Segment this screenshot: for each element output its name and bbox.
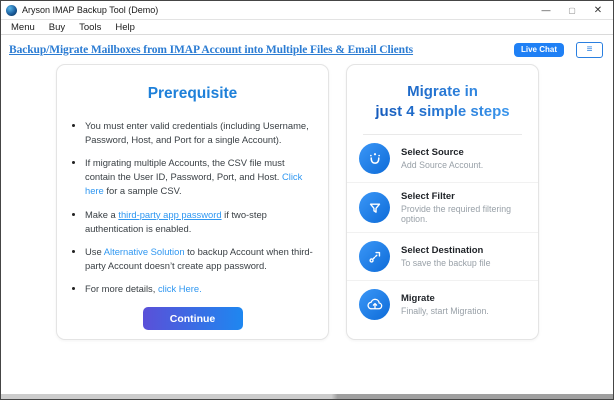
prerequisite-panel [56, 64, 329, 340]
step-title: Select Source [401, 147, 464, 158]
prereq-text: You must enter valid credentials (including Username, Password, Host, and Port for a single Account). [85, 120, 309, 146]
prereq-text: to backup Account when third-party Account doesn’t create app password. [85, 245, 313, 271]
prereq-item-credentials [85, 119, 314, 147]
app-logo-icon [6, 5, 17, 16]
prereq-item-csv [85, 156, 314, 198]
prereq-item-more-details [85, 282, 314, 296]
menu-item-buy[interactable]: Buy [48, 21, 66, 33]
menu-bar [1, 19, 613, 35]
destination-route-icon [359, 241, 390, 272]
step-title: Select Destination [401, 245, 484, 256]
window-title: Aryson IMAP Backup Tool (Demo) [22, 5, 159, 15]
prerequisite-title: Prerequisite [147, 85, 238, 102]
click-here-sample-csv-link[interactable]: Click here [85, 171, 303, 197]
steps-panel-title [347, 82, 538, 121]
menu-item-menu[interactable]: Menu [11, 21, 35, 33]
prereq-item-alternative [85, 245, 314, 273]
menu-item-help[interactable]: Help [115, 21, 135, 33]
prereq-text: Use [85, 245, 104, 257]
prereq-text: if two-step authentication is enabled. [85, 208, 267, 234]
prereq-text: For more details, [85, 282, 158, 294]
maximize-button[interactable]: ▢ [568, 5, 576, 15]
prereq-text: for a sample CSV. [103, 185, 182, 197]
hamburger-menu-button[interactable]: ≡ [576, 42, 603, 58]
alternative-solution-link[interactable]: Alternative Solution [103, 245, 185, 257]
prereq-item-app-password [85, 208, 314, 236]
step-select-source [347, 135, 538, 183]
third-party-app-password-link[interactable]: third-party app password [118, 208, 222, 220]
steps-title-line2: just 4 simple steps [375, 102, 510, 120]
step-description: Finally, start Migration. [401, 306, 489, 316]
cloud-upload-icon [359, 289, 390, 320]
step-description: To save the backup file [401, 258, 491, 268]
window-controls [533, 2, 611, 18]
click-here-details-link[interactable]: click Here. [157, 282, 202, 294]
close-button[interactable]: ✕ [593, 4, 603, 16]
step-description: Provide the required filtering option. [401, 204, 512, 224]
live-chat-button[interactable]: Live Chat [514, 43, 564, 57]
header-row [1, 35, 613, 64]
header-actions [514, 42, 603, 58]
step-title: Select Filter [401, 191, 455, 202]
step-select-filter [347, 183, 538, 233]
window-bottom-edge [1, 394, 613, 399]
minimize-button[interactable]: — [541, 5, 551, 15]
app-tagline: Backup/Migrate Mailboxes from IMAP Account into Multiple Files & Email Clients [9, 43, 414, 56]
step-select-destination [347, 233, 538, 281]
menu-item-tools[interactable]: Tools [79, 21, 102, 33]
title-bar [1, 1, 613, 19]
prerequisite-list [85, 119, 314, 296]
prereq-text: If migrating multiple Accounts, the CSV file must contain the User ID, Password, Port, and Host. [85, 157, 285, 183]
prereq-text: Make a [85, 208, 119, 220]
continue-button[interactable]: Continue [143, 307, 243, 330]
step-migrate [347, 281, 538, 328]
steps-title-line1: Migrate in [407, 83, 478, 100]
filter-funnel-icon [359, 192, 390, 223]
migration-steps-panel [346, 64, 539, 340]
step-title: Migrate [401, 293, 435, 304]
main-content [1, 64, 613, 400]
select-source-icon [359, 143, 390, 174]
step-description: Add Source Account. [401, 160, 484, 170]
